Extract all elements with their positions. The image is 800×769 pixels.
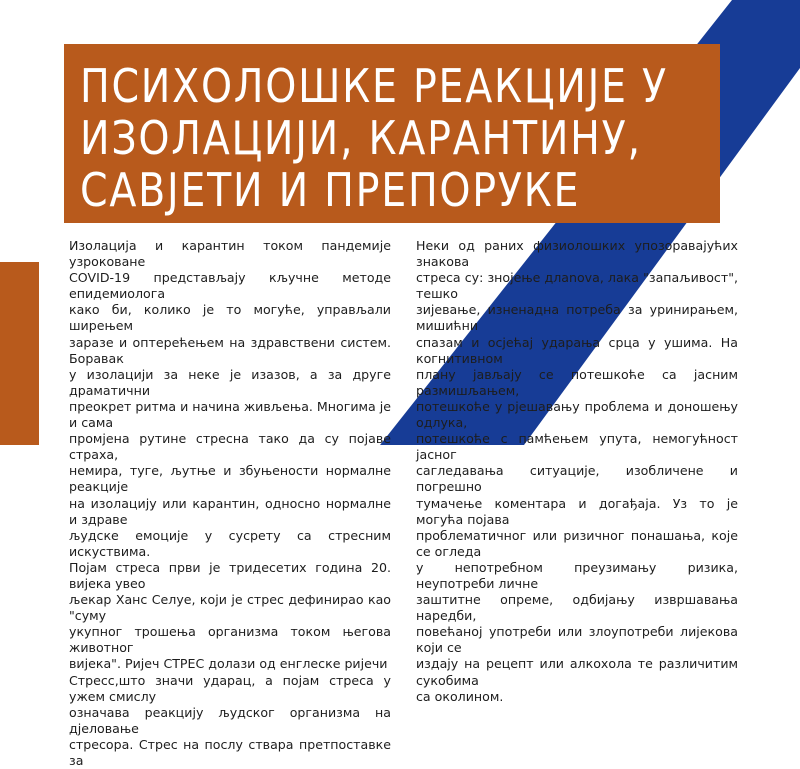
article-column-right: Неки од раних физиолошких упозоравајућих знакова стреса су: знојење длanova, лака "запаљивост", тешко зијевање, изненадна потреба за уринирањем, мишићни спазам и осјећај ударања срца у ушима. На когнитивном плану јављају се потешкоће са јасним размишљањем, потешкоће у рјешавању проблема и доношењу одлука, потешкоће с памћењем упута, немогућност јасног сагледавања ситуације, изобличене и погрешно тумачење коментара и догађаја. Уз то је могућа појава проблематичног или ризичног понашања, које се огледа у непотребном преузимању ризика, неупотреби личне заштитне опреме, одбијању извршавања наредби, повећаној употреби или злоупотреби лијекова који се издају на рецепт или алкохола те различитим сукобима са околином. [416,238,738,704]
headline-line-1: ПСИХОЛОШКЕ РЕАКЦИЈЕ У [80,59,668,113]
headline-line-3: САВЈЕТИ И ПРЕПОРУКЕ [80,163,581,217]
headline-line-2: ИЗОЛАЦИЈИ, КАРАНТИНУ, [80,111,642,165]
headline-banner [64,44,720,223]
article-column-left: Изолација и карантин током пандемије узроковане COVID-19 представљају кључне методе епидемиолога како би, колико је то могуће, управљали ширењем заразе и оптерећењем на здравствени систем. Боравак у изолацији за неке је изазов, а за друге драматични преокрет ритма и начина живљења. Многима је и сама промјена рутине стресна тако да су појаве страха, немира, туге, љутње и збуњености нормалне реакције на изолацију или карантин, односно нормалне и здраве људске емоције у сусрету са стресним искуствима. Појам стреса први је тридесетих година 20. вијека увео љекар Ханс Селуе, који је стрес дефинирао као "суму укупног трошења организма током његова животног вијека". Ријеч СТРЕС долази од енглеске ријечи Стресс,што значи ударац, а појам стреса у ужем смислу означава реакцију људског организма на дјеловање стресора. Стрес на послу ствара претпоставке за [69,238,392,768]
decorative-orange-bar [0,262,39,445]
